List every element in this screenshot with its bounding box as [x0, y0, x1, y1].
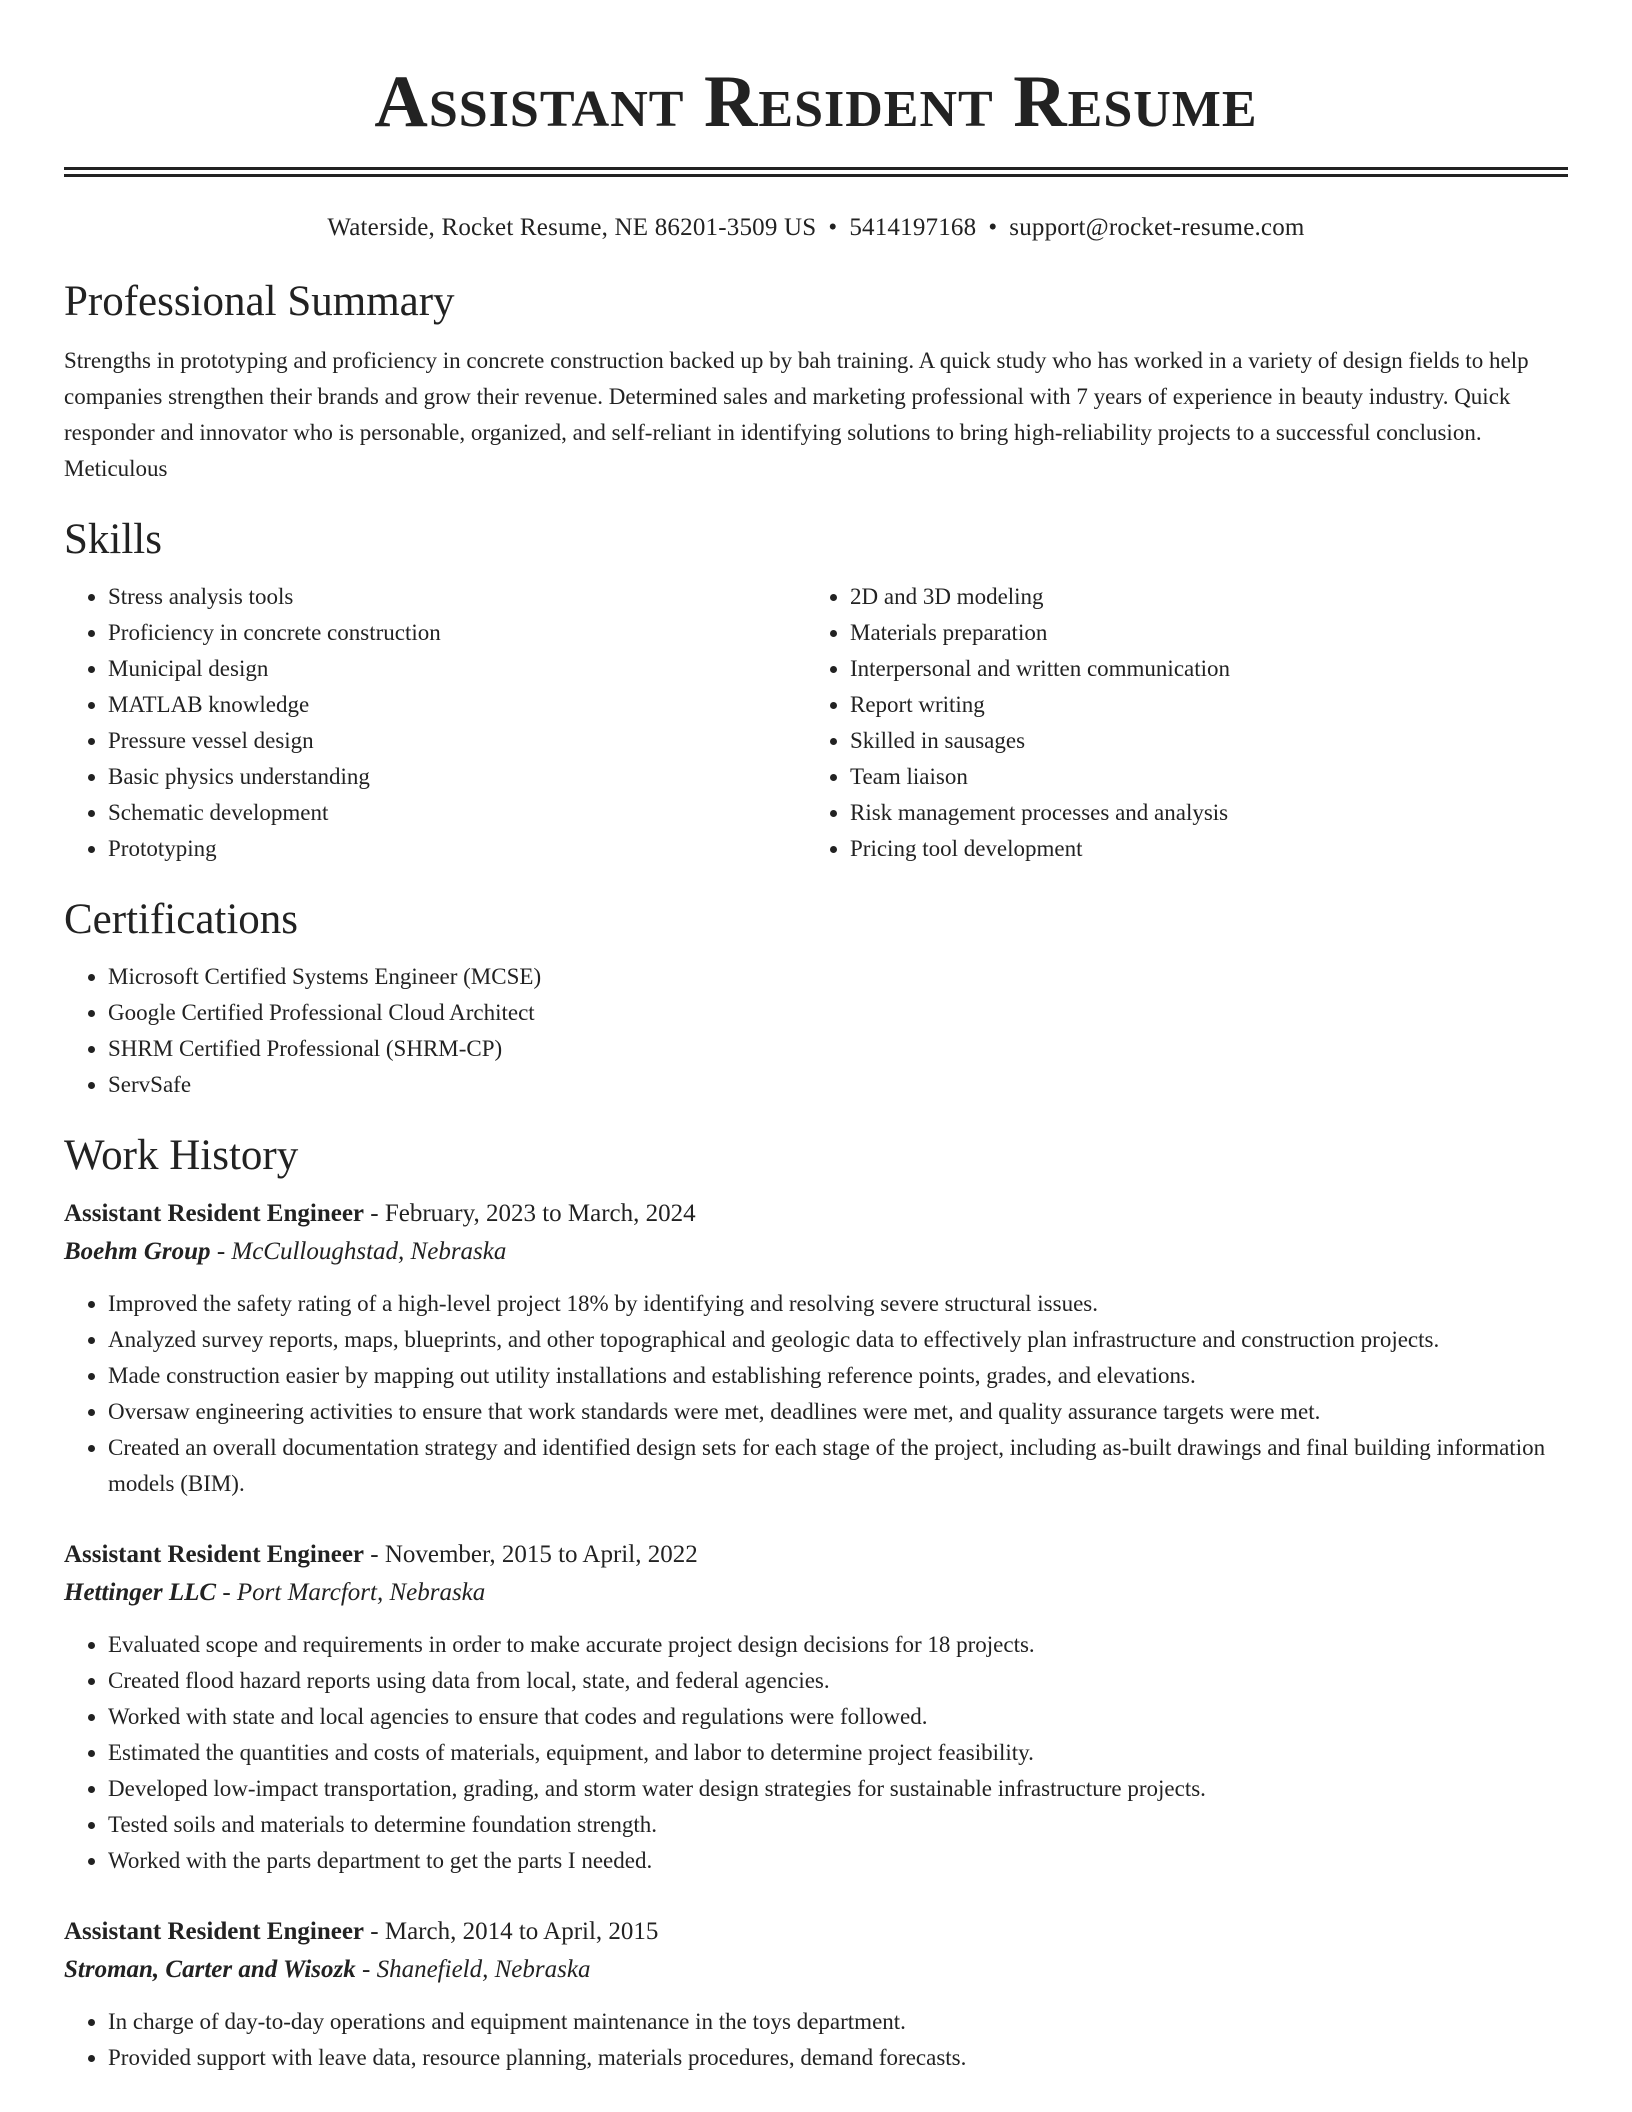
contact-address: Waterside, Rocket Resume, NE 86201-3509 US: [327, 214, 817, 241]
job-company: Stroman, Carter and Wisozk: [64, 1956, 356, 1983]
skill-item: • Proficiency in concrete construction: [108, 615, 806, 651]
skill-item: • Interpersonal and written communication: [850, 651, 1548, 687]
job-dates: - March, 2014 to April, 2015: [364, 1918, 659, 1945]
skill-item: • Basic physics understanding: [108, 759, 806, 795]
job-dates: - November, 2015 to April, 2022: [364, 1541, 698, 1568]
job-bullet: • Improved the safety rating of a high-level project 18% by identifying and resolving severe structural issues.: [108, 1286, 1568, 1322]
job-location: - Port Marcfort, Nebraska: [216, 1579, 486, 1606]
job-bullet: • Tested soils and materials to determine foundation strength.: [108, 1807, 1568, 1843]
skill-item: • Stress analysis tools: [108, 579, 806, 615]
certification-item: • Microsoft Certified Systems Engineer (MCSE): [108, 959, 1568, 995]
work-history-section: [64, 1131, 1568, 2076]
job-bullet: • Developed low-impact transportation, grading, and storm water design strategies for sustainable infrastructure projects.: [108, 1771, 1568, 1807]
job-bullet: • In charge of day-to-day operations and equipment maintenance in the toys department.: [108, 2004, 1568, 2040]
contact-email: support@rocket-resume.com: [1009, 214, 1305, 241]
resume-title: Assistant Resident Resume: [374, 61, 1258, 143]
work-history-heading: Work History: [64, 1132, 299, 1179]
skill-item: • Pricing tool development: [850, 831, 1548, 867]
skills-list-left: [64, 579, 806, 867]
job-entry: [64, 1536, 1568, 1879]
job-entry: [64, 1913, 1568, 2076]
job-bullet-list: [64, 1286, 1568, 1502]
job-location: - Shanefield, Nebraska: [355, 1956, 591, 1983]
job-location: - McCulloughstad, Nebraska: [210, 1238, 507, 1265]
job-role: Assistant Resident Engineer: [64, 1541, 365, 1568]
job-bullet: • Worked with state and local agencies to ensure that codes and regulations were followed.: [108, 1699, 1568, 1735]
skill-item: • Pressure vessel design: [108, 723, 806, 759]
resume-page: [64, 0, 1568, 2110]
job-company-line: [64, 1951, 1568, 1989]
contact-separator: •: [828, 214, 838, 241]
contact-separator: •: [988, 214, 998, 241]
job-bullet: • Created an overall documentation strategy and identified design sets for each stage of the project, including as-built drawings and final building information models (BIM).: [108, 1430, 1568, 1502]
skill-item: • Report writing: [850, 687, 1548, 723]
job-company: Hettinger LLC: [64, 1579, 217, 1606]
summary-text: Strengths in prototyping and proficiency in concrete construction backed up by bah training. A quick study who has worked in a variety of design fields to help companies strengthen their brands and grow their revenue. Determined sales and marketing professional with 7 years of experience in beauty industry. Quick responder and innovator who is personable, organized, and self-reliant in identifying solutions to bring high-reliability projects to a successful conclusion. Meticulous: [64, 348, 1529, 481]
certification-item: • SHRM Certified Professional (SHRM-CP): [108, 1031, 1568, 1067]
job-entry: [64, 1195, 1568, 1502]
skill-item: • Skilled in sausages: [850, 723, 1548, 759]
skills-heading: Skills: [64, 516, 162, 563]
summary-section: [64, 277, 1568, 487]
job-list: [64, 1195, 1568, 2076]
skill-item: • Team liaison: [850, 759, 1548, 795]
job-title-line: [64, 1536, 1568, 1574]
certification-item: • ServSafe: [108, 1067, 1568, 1103]
skills-list-right: [806, 579, 1548, 867]
job-bullet: • Evaluated scope and requirements in order to make accurate project design decisions for 18 projects.: [108, 1627, 1568, 1663]
job-bullet-list: [64, 1627, 1568, 1879]
job-title-line: [64, 1913, 1568, 1951]
certifications-heading: Certifications: [64, 896, 299, 943]
contact-phone: 5414197168: [849, 214, 977, 241]
job-company: Boehm Group: [64, 1238, 211, 1265]
skill-item: • Schematic development: [108, 795, 806, 831]
job-role: Assistant Resident Engineer: [64, 1918, 365, 1945]
skills-column-left: [64, 579, 806, 867]
skill-item: • Materials preparation: [850, 615, 1548, 651]
certifications-section: [64, 895, 1568, 1103]
contact-line: [64, 213, 1568, 243]
title-double-rule: [64, 167, 1568, 177]
job-company-line: [64, 1574, 1568, 1612]
job-bullet-list: [64, 2004, 1568, 2076]
job-title-line: [64, 1195, 1568, 1233]
job-dates: - February, 2023 to March, 2024: [364, 1200, 696, 1227]
job-bullet: • Provided support with leave data, resource planning, materials procedures, demand forecasts.: [108, 2040, 1568, 2076]
certifications-list: [64, 959, 1568, 1103]
job-role: Assistant Resident Engineer: [64, 1200, 365, 1227]
skills-section: [64, 515, 1568, 867]
job-company-line: [64, 1233, 1568, 1271]
skill-item: • Prototyping: [108, 831, 806, 867]
skills-column-right: [806, 579, 1548, 867]
job-bullet: • Worked with the parts department to get the parts I needed.: [108, 1843, 1568, 1879]
job-bullet: • Oversaw engineering activities to ensure that work standards were met, deadlines were met, and quality assurance targets were met.: [108, 1394, 1568, 1430]
job-bullet: • Estimated the quantities and costs of materials, equipment, and labor to determine project feasibility.: [108, 1735, 1568, 1771]
job-bullet: • Made construction easier by mapping out utility installations and establishing reference points, grades, and elevations.: [108, 1358, 1568, 1394]
job-bullet: • Analyzed survey reports, maps, blueprints, and other topographical and geologic data to effectively plan infrastructure and construction projects.: [108, 1322, 1568, 1358]
skill-item: • Risk management processes and analysis: [850, 795, 1548, 831]
job-bullet: • Created flood hazard reports using data from local, state, and federal agencies.: [108, 1663, 1568, 1699]
skill-item: • MATLAB knowledge: [108, 687, 806, 723]
skills-columns: [64, 579, 1568, 867]
certification-item: • Google Certified Professional Cloud Architect: [108, 995, 1568, 1031]
summary-heading: Professional Summary: [64, 278, 455, 325]
skill-item: • Municipal design: [108, 651, 806, 687]
skill-item: • 2D and 3D modeling: [850, 579, 1548, 615]
